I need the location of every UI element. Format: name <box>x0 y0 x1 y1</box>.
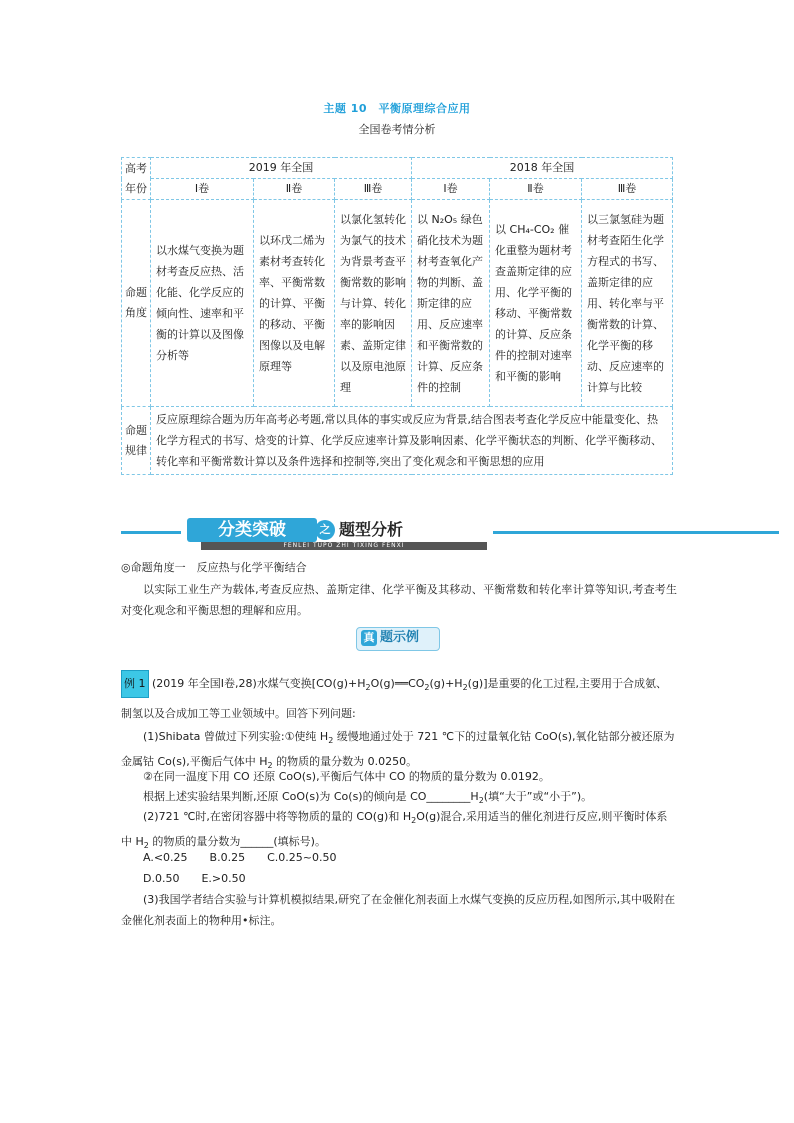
section-intro: 以实际工业生产为载体,考查反应热、盖斯定律、化学平衡及其移动、平衡常数和转化率计算等知识,考查考生对变化观念和平衡思想的理解和应用。 <box>121 583 677 617</box>
paper-label: Ⅰ卷 <box>151 179 254 200</box>
question-1-2: ②在同一温度下用 CO 还原 CoO(s),平衡后气体中 CO 的物质的量分数为 0.0192。 <box>143 770 550 783</box>
options-row-1: A.<0.25 B.0.25 C.0.25~0.50 <box>143 851 337 864</box>
angle-cell: 以 N₂O₅ 绿色硝化技术为题材考查氧化产物的判断、盖斯定律的应用、反应速率和平衡常数的计算、反应条件的控制 <box>412 200 490 407</box>
q1-text: 的物质的量分数为 0.0250。 <box>272 755 418 769</box>
q1-text: (1)Shibata 曾做过下列实验:①使纯 H <box>143 730 329 743</box>
stem-text: (g)+H <box>429 677 463 690</box>
subscript: 2 <box>462 683 468 693</box>
q2-text: 的物质的量分数为______(填标号)。 <box>148 835 326 849</box>
rules-label: 命题规律 <box>122 407 151 475</box>
exam-analysis-table <box>121 157 673 475</box>
q2-text: (2)721 ℃时,在密闭容器中将等物质的量的 CO(g)和 H <box>143 810 412 823</box>
angle-cell: 以 CH₄-CO₂ 催化重整为题材考查盖斯定律的应用、化学平衡的移动、平衡常数的计算、反应条件的控制对速率和平衡的影响 <box>490 200 582 407</box>
q2-text: O(g)混合,采用适当的催化剂进行反应,则平衡时体系中 H <box>121 810 668 849</box>
year-label: 高考年份 <box>122 158 151 200</box>
banner-tail: 题型分析 <box>339 520 404 539</box>
q1-3-text: (填“大于”或“小于”)。 <box>483 790 593 803</box>
example-source: (2019 年全国Ⅰ卷,28) <box>152 677 257 690</box>
angle-cell: 以环戊二烯为素材考查转化率、平衡常数的计算、平衡的移动、平衡图像以及电解原理等 <box>254 200 335 407</box>
rules-cell: 反应原理综合题为历年高考必考题,常以具体的事实或反应为背景,结合图表考查化学反应中能量变化、热化学方程式的书写、焓变的计算、化学反应速率计算及影响因素、化学平衡状态的判断、化学平衡移动、转化率和平衡常数计算以及条件选择和控制等,突出了变化观念和平衡思想的应用 <box>151 407 673 475</box>
banner-tag <box>187 518 487 550</box>
banner-circle: 之 <box>315 520 335 540</box>
banner-pinyin: FENLEI TUPO ZHI TIXING FENXI <box>201 542 487 550</box>
zhenti-badge <box>356 627 438 649</box>
section-heading: ◎命题角度一 反应热与化学平衡结合 <box>121 561 307 574</box>
zhenti-icon: 真 <box>361 630 377 646</box>
section-banner <box>121 516 779 552</box>
stem-text: (g)]是重要的化工过程,主要用于合成氨、制氢以及合成加工等工业领域中。回答下列问题: <box>121 677 668 721</box>
zhenti-label: 题示例 <box>380 630 420 645</box>
example-stem <box>121 670 677 727</box>
example-tag: 例 1 <box>121 670 149 698</box>
subscript: 2 <box>478 796 484 806</box>
angle-cell: 以水煤气变换为题材考查反应热、活化能、化学反应的倾向性、速率和平衡的计算以及图像分析等 <box>151 200 254 407</box>
subscript: 2 <box>328 736 334 746</box>
banner-line-right <box>493 531 779 534</box>
year-2018: 2018 年全国 <box>412 158 673 179</box>
stem-text: O(g)══CO <box>370 677 425 690</box>
subscript: 2 <box>424 683 430 693</box>
subscript: 2 <box>267 761 273 771</box>
angle-label: 命题角度 <box>122 200 151 407</box>
banner-line-left <box>121 531 181 534</box>
page-subtitle: 全国卷考情分析 <box>358 123 436 136</box>
q1-text: 缓慢地通过处于 721 ℃下的过量氧化钴 CoO(s),氧化钴部分被还原为金属钴 Co(s),平衡后气体中 H <box>121 730 675 769</box>
subscript: 2 <box>411 816 417 826</box>
angle-cell: 以氯化氢转化为氯气的技术为背景考查平衡常数的影响与计算、转化率的影响因素、盖斯定律以及原电池原理 <box>335 200 412 407</box>
stem-text: 水煤气变换[CO(g)+H <box>256 677 366 690</box>
paper-label: Ⅲ卷 <box>582 179 673 200</box>
question-3: (3)我国学者结合实验与计算机模拟结果,研究了在金催化剂表面上水煤气变换的反应历程,如图所示,其中吸附在金催化剂表面上的物种用•标注。 <box>121 893 676 927</box>
year-2019: 2019 年全国 <box>151 158 412 179</box>
banner-main: 分类突破 <box>187 518 317 542</box>
subscript: 2 <box>143 841 149 851</box>
subscript: 2 <box>365 683 371 693</box>
page-title: 主题 10 平衡原理综合应用 <box>323 102 471 115</box>
angle-cell: 以三氯氢硅为题材考查陌生化学方程式的书写、盖斯定律的应用、转化率与平衡常数的计算、化学平衡的移动、反应速率的计算与比较 <box>582 200 673 407</box>
paper-label: Ⅱ卷 <box>490 179 582 200</box>
q1-3-text: 根据上述实验结果判断,还原 CoO(s)为 Co(s)的倾向是 CO________H <box>143 790 479 803</box>
paper-label: Ⅱ卷 <box>254 179 335 200</box>
paper-label: Ⅲ卷 <box>335 179 412 200</box>
paper-label: Ⅰ卷 <box>412 179 490 200</box>
options-row-2: D.0.50 E.>0.50 <box>143 872 246 885</box>
